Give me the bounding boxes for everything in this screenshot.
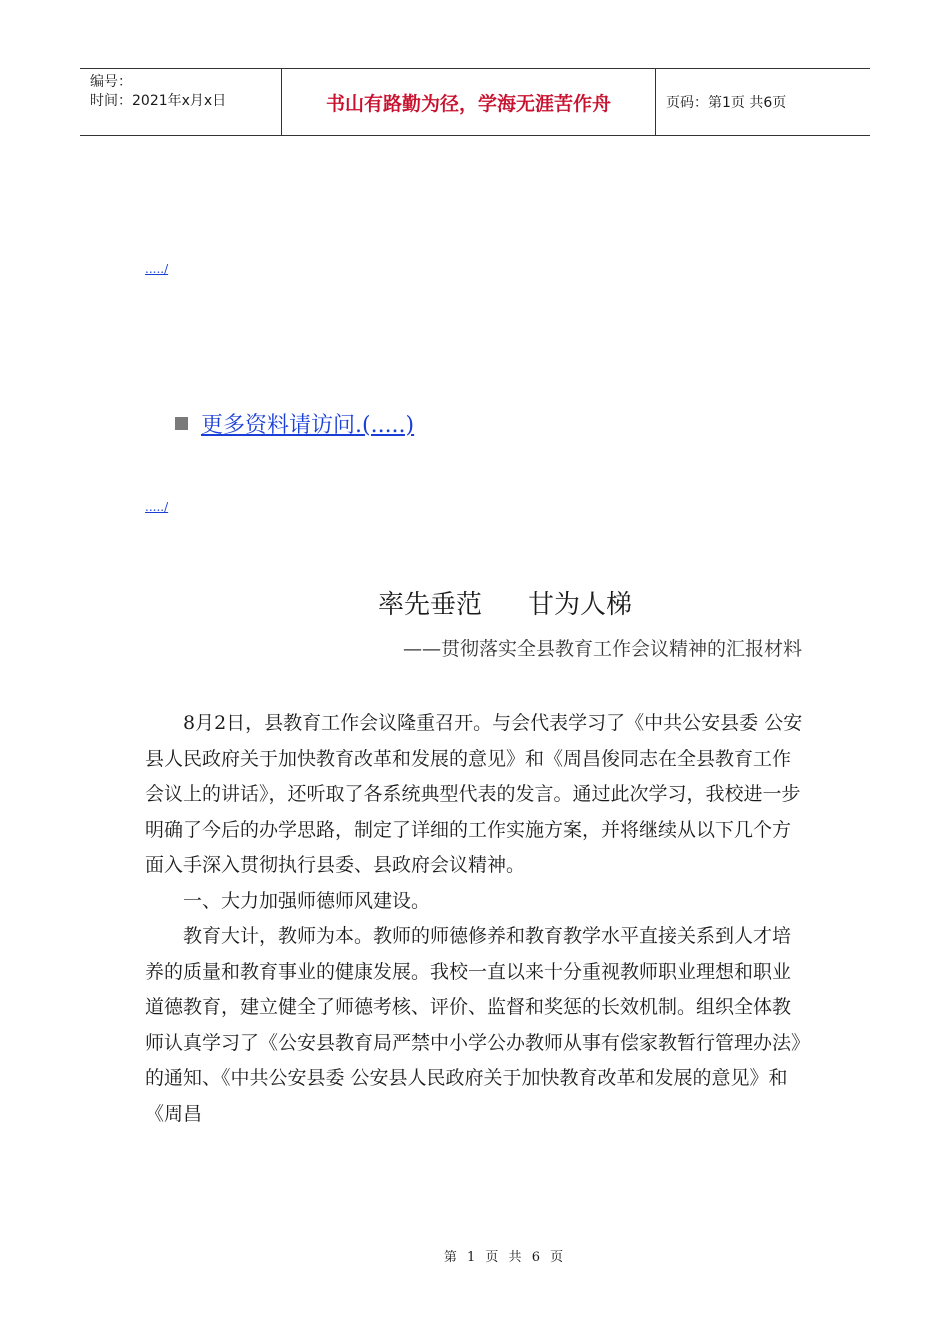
number-label: 编号： [90, 74, 132, 90]
document-title [0, 584, 950, 621]
header-motto: 书山有路勤为径，学海无涯苦作舟 [282, 69, 656, 135]
header-table [80, 68, 870, 136]
more-resources-link[interactable]: 更多资料请访问.(.....) [201, 413, 415, 438]
paragraph: 教育大计，教师为本。教师的师德修养和教育教学水平直接关系到人才培养的质量和教育事业的健康发展。我校一直以来十分重视教师职业理想和职业道德教育，建立健全了师德考核、评价、监督和奖惩的长效机制。组织全体教师认真学习了《公安县教育局严禁中小学公办教师从事有偿家教暂行管理办法》的通知、《中共公安县委 公安县人民政府关于加快教育改革和发展的意见》和《周昌 [145, 925, 801, 1125]
document-subtitle: ——贯彻落实全县教育工作会议精神的汇报材料 [402, 638, 802, 660]
section-heading: 一、大力加强师德师风建设。 [183, 889, 431, 912]
header-page-info: 页码：第1页 共6页 [666, 95, 787, 111]
more-resources-row [175, 408, 414, 439]
page-footer: 第 1 页 共 6 页 [443, 1250, 567, 1265]
document-body [145, 706, 805, 1132]
top-link[interactable]: ...../ [145, 262, 169, 276]
bottom-link[interactable]: ...../ [145, 500, 169, 514]
title-part2: 甘为人梯 [528, 590, 633, 620]
square-bullet-icon [175, 417, 188, 430]
paragraph: 8月2日，县教育工作会议隆重召开。与会代表学习了《中共公安县委 公安县人民政府关于加快教育改革和发展的意见》和《周昌俊同志在全县教育工作会议上的讲话》，还听取了各系统典型代表的发言。通过此次学习，我校进一步明确了今后的办学思路，制定了详细的工作实施方案，并将继续从以下几个方面入手深入贯彻执行县委、县政府会议精神。 [145, 712, 803, 876]
header-meta-cell [80, 69, 282, 135]
date-label: 时间：2021年x月x日 [90, 93, 227, 109]
title-part1: 率先垂范 [377, 590, 482, 620]
